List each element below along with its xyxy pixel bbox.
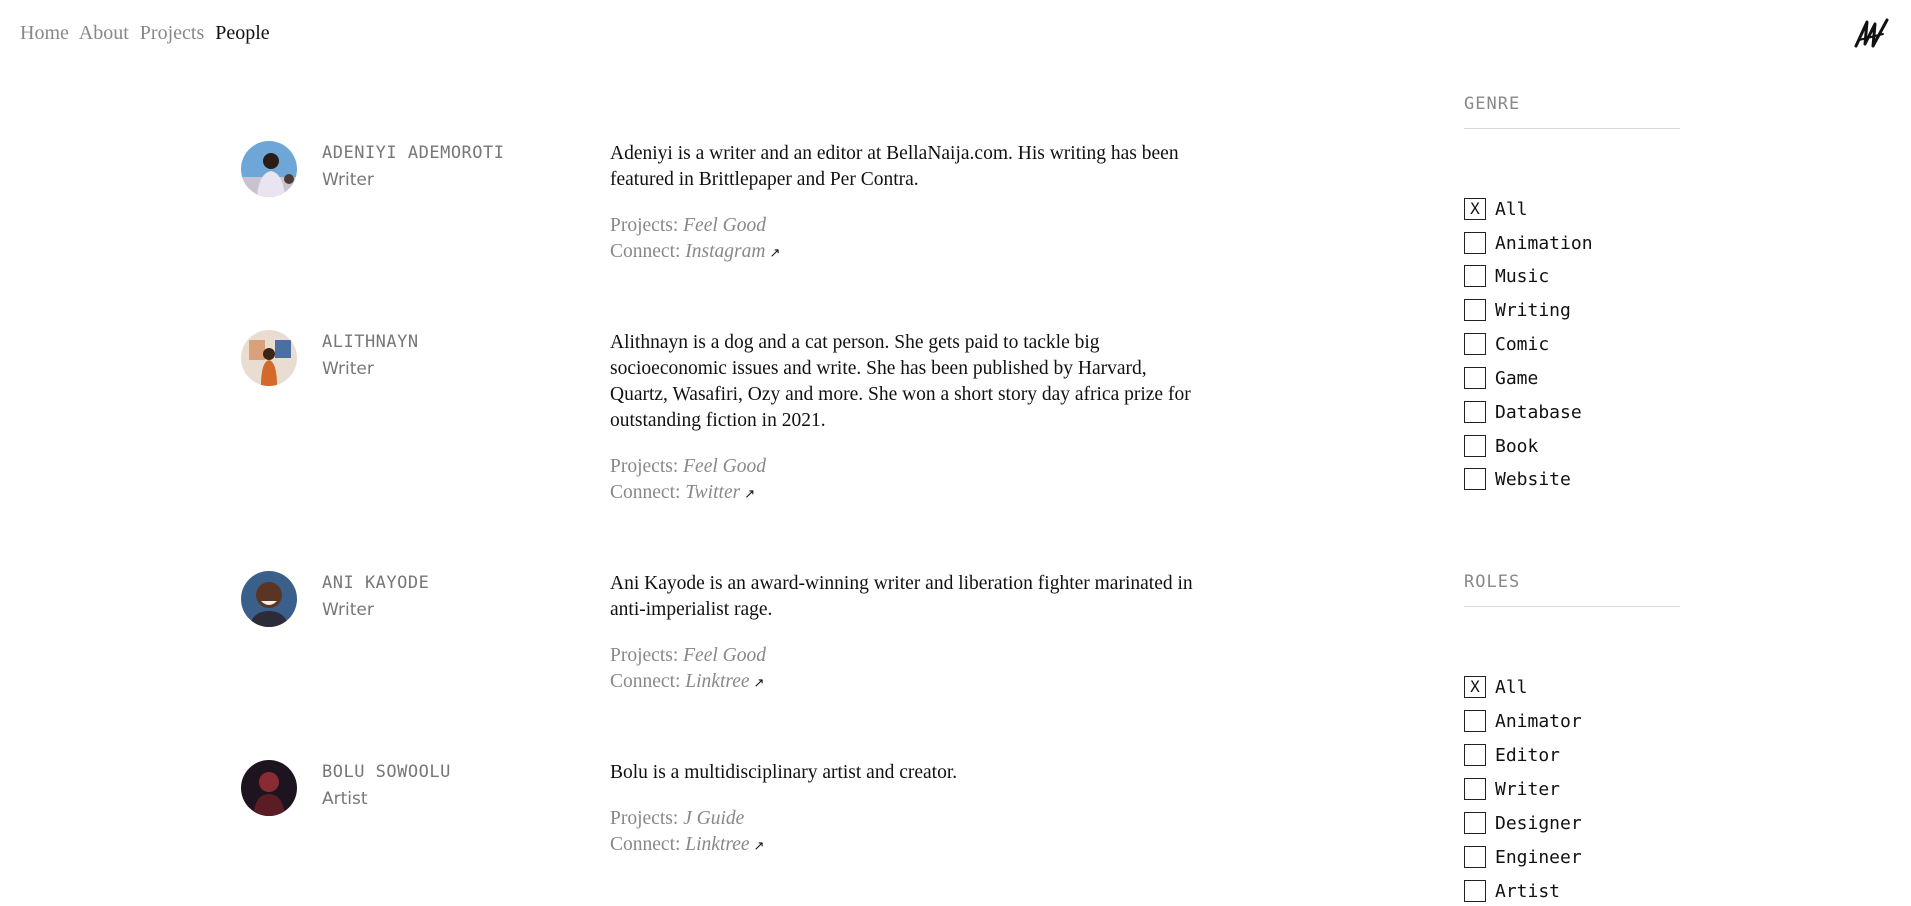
person-role: Writer bbox=[322, 359, 374, 379]
divider bbox=[1464, 606, 1680, 607]
genre-option-music[interactable] bbox=[1464, 264, 1549, 288]
person-bio-block bbox=[610, 571, 1200, 696]
checkbox[interactable] bbox=[1464, 468, 1486, 490]
avatar[interactable] bbox=[241, 141, 297, 197]
connect-link[interactable]: Twitter bbox=[685, 482, 741, 503]
genre-options bbox=[1464, 197, 1680, 497]
option-label: Book bbox=[1495, 435, 1539, 457]
person-bio: Bolu is a multidisciplinary artist and creator. bbox=[610, 762, 958, 783]
genre-option-website[interactable] bbox=[1464, 467, 1571, 491]
connect-link[interactable]: Linktree bbox=[685, 671, 750, 692]
genre-option-game[interactable] bbox=[1464, 366, 1538, 390]
role-option-animator[interactable] bbox=[1464, 709, 1582, 733]
checkbox[interactable] bbox=[1464, 232, 1486, 254]
checkbox[interactable] bbox=[1464, 880, 1486, 902]
genre-filter bbox=[1464, 94, 1680, 129]
avatar[interactable] bbox=[241, 760, 297, 816]
nav-people[interactable]: People bbox=[215, 22, 270, 44]
external-link-icon: ↗ bbox=[769, 245, 781, 260]
projects-label: Projects: bbox=[610, 215, 679, 236]
divider bbox=[1464, 128, 1680, 129]
checkbox[interactable] bbox=[1464, 778, 1486, 800]
nav-home[interactable]: Home bbox=[20, 22, 69, 44]
checkbox[interactable]: X bbox=[1464, 198, 1486, 220]
person-connect bbox=[610, 832, 1200, 859]
option-label: Animation bbox=[1495, 232, 1593, 254]
role-option-artist[interactable] bbox=[1464, 879, 1560, 903]
roles-filter-title: ROLES bbox=[1464, 572, 1521, 592]
project-link[interactable]: Feel Good bbox=[683, 645, 766, 666]
checkbox[interactable] bbox=[1464, 812, 1486, 834]
genre-option-all[interactable] bbox=[1464, 197, 1528, 221]
project-link[interactable]: Feel Good bbox=[683, 456, 766, 477]
person-bio-block bbox=[610, 760, 1200, 859]
role-option-designer[interactable] bbox=[1464, 811, 1582, 835]
external-link-icon: ↗ bbox=[753, 838, 765, 853]
person-bio-block bbox=[610, 141, 1200, 266]
person-projects bbox=[610, 454, 1200, 480]
person-projects bbox=[610, 213, 1200, 239]
person-bio-block bbox=[610, 330, 1200, 507]
top-nav bbox=[20, 22, 276, 45]
connect-label: Connect: bbox=[610, 834, 681, 855]
option-label: Editor bbox=[1495, 744, 1561, 766]
genre-filter-title: GENRE bbox=[1464, 94, 1521, 114]
nav-projects[interactable]: Projects bbox=[139, 22, 205, 44]
option-label: Artist bbox=[1495, 880, 1561, 902]
checkbox[interactable] bbox=[1464, 435, 1486, 457]
connect-label: Connect: bbox=[610, 482, 681, 503]
projects-label: Projects: bbox=[610, 456, 679, 477]
person-name: BOLU SOWOOLU bbox=[322, 762, 451, 782]
person-connect bbox=[610, 669, 1200, 696]
checkbox[interactable] bbox=[1464, 265, 1486, 287]
checkbox[interactable] bbox=[1464, 744, 1486, 766]
person-bio: Ani Kayode is an award-winning writer and liberation fighter marinated in anti-imperialist rage. bbox=[610, 573, 1193, 620]
option-label: Comic bbox=[1495, 333, 1550, 355]
genre-option-animation[interactable] bbox=[1464, 231, 1593, 255]
person-bio: Alithnayn is a dog and a cat person. She gets paid to tackle big socioeconomic issues and write. She has been published by Harvard, Quartz, Wasafiri, Ozy and more. She won a short story day africa prize for outstanding fiction in 2021. bbox=[610, 332, 1191, 431]
genre-option-writing[interactable] bbox=[1464, 298, 1571, 322]
option-label: Database bbox=[1495, 401, 1582, 423]
connect-link[interactable]: Instagram bbox=[685, 241, 766, 262]
connect-label: Connect: bbox=[610, 241, 681, 262]
person-name: ANI KAYODE bbox=[322, 573, 430, 593]
project-link[interactable]: Feel Good bbox=[683, 215, 766, 236]
external-link-icon: ↗ bbox=[744, 486, 756, 501]
person-name: ADENIYI ADEMOROTI bbox=[322, 143, 505, 163]
person-projects bbox=[610, 643, 1200, 669]
genre-option-database[interactable] bbox=[1464, 400, 1582, 424]
avatar[interactable] bbox=[241, 330, 297, 386]
checkbox[interactable] bbox=[1464, 367, 1486, 389]
roles-filter bbox=[1464, 572, 1680, 607]
checkbox[interactable] bbox=[1464, 710, 1486, 732]
option-label: Writing bbox=[1495, 299, 1571, 321]
role-option-writer[interactable] bbox=[1464, 777, 1560, 801]
person-role: Writer bbox=[322, 600, 374, 620]
connect-label: Connect: bbox=[610, 671, 681, 692]
external-link-icon: ↗ bbox=[753, 675, 765, 690]
person-projects bbox=[610, 806, 1200, 832]
option-label: Writer bbox=[1495, 778, 1561, 800]
checkbox[interactable]: X bbox=[1464, 676, 1486, 698]
checkbox[interactable] bbox=[1464, 299, 1486, 321]
checkbox[interactable] bbox=[1464, 846, 1486, 868]
option-label: Engineer bbox=[1495, 846, 1582, 868]
person-connect bbox=[610, 239, 1200, 266]
connect-link[interactable]: Linktree bbox=[685, 834, 750, 855]
genre-option-book[interactable] bbox=[1464, 434, 1538, 458]
role-option-all[interactable] bbox=[1464, 675, 1528, 699]
option-label: Music bbox=[1495, 265, 1550, 287]
option-label: Game bbox=[1495, 367, 1539, 389]
checkbox[interactable] bbox=[1464, 401, 1486, 423]
option-label: Designer bbox=[1495, 812, 1582, 834]
option-label: All bbox=[1495, 198, 1528, 220]
person-name: ALITHNAYN bbox=[322, 332, 419, 352]
genre-option-comic[interactable] bbox=[1464, 332, 1549, 356]
avatar[interactable] bbox=[241, 571, 297, 627]
roles-options bbox=[1464, 675, 1680, 905]
person-connect bbox=[610, 480, 1200, 507]
option-label: Animator bbox=[1495, 710, 1582, 732]
person-bio: Adeniyi is a writer and an editor at BellaNaija.com. His writing has been featured in Brittlepaper and Per Contra. bbox=[610, 143, 1179, 190]
person-role: Artist bbox=[322, 789, 368, 809]
role-option-editor[interactable] bbox=[1464, 743, 1560, 767]
projects-label: Projects: bbox=[610, 808, 679, 829]
option-label: Website bbox=[1495, 468, 1571, 490]
person-role: Writer bbox=[322, 170, 374, 190]
signature-logo-icon[interactable] bbox=[1853, 16, 1891, 52]
checkbox[interactable] bbox=[1464, 333, 1486, 355]
project-link[interactable]: J Guide bbox=[683, 808, 745, 829]
nav-about[interactable]: About bbox=[78, 22, 129, 44]
role-option-engineer[interactable] bbox=[1464, 845, 1582, 869]
projects-label: Projects: bbox=[610, 645, 679, 666]
option-label: All bbox=[1495, 676, 1528, 698]
